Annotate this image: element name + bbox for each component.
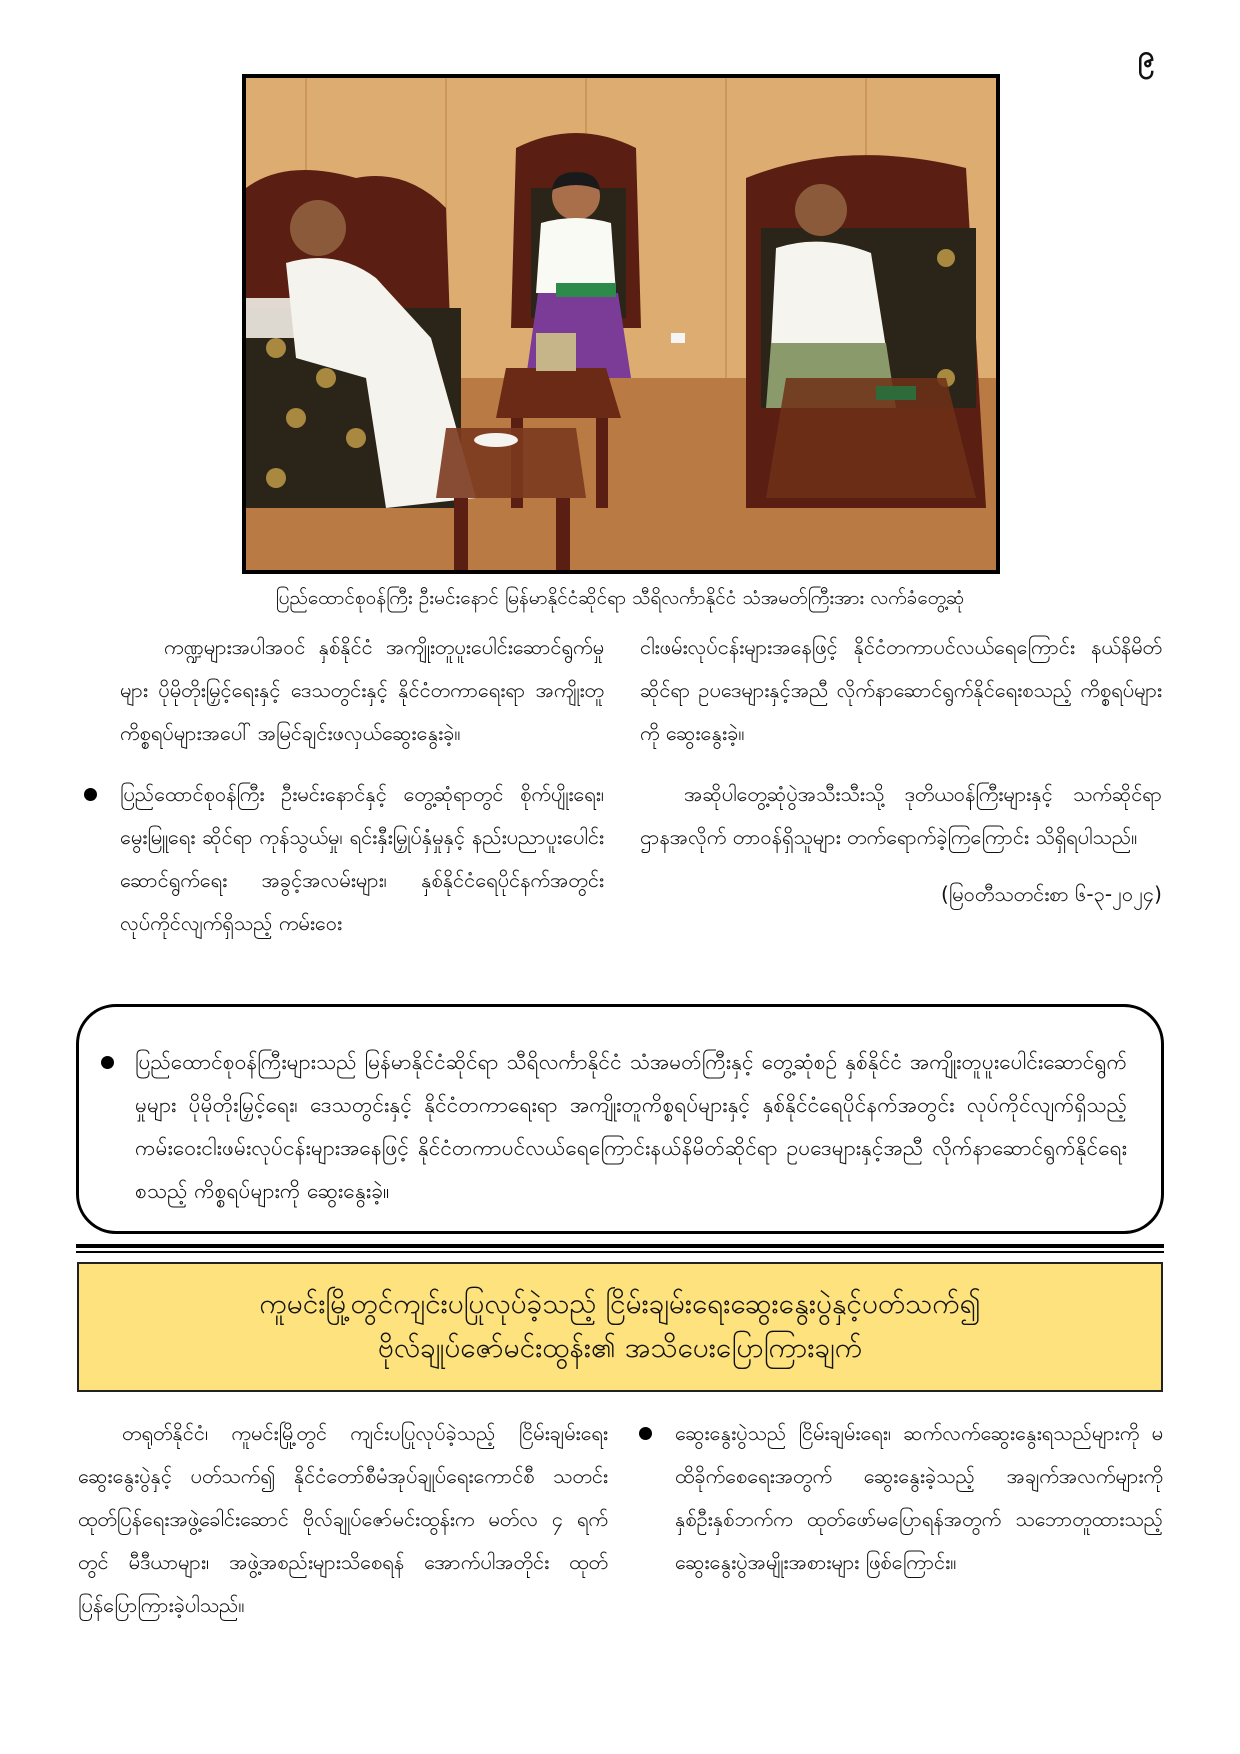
summary-box <box>76 1004 1164 1234</box>
article1-bullet <box>120 773 604 945</box>
article2-right-column <box>675 1412 1163 1584</box>
headline-line-1: ကူမင်းမြို့တွင်ကျင်းပပြုလုပ်ခဲ့သည့် ငြိမ်းချမ်းရေးဆွေးနွေးပွဲနှင့်ပတ်သက်၍ <box>259 1287 981 1320</box>
article1-left-paragraph: ကဏ္ဍများအပါအဝင် နှစ်နိုင်ငံ အကျိုးတူပူးပေါင်းဆောင်ရွက်မှုများ ပိုမိုတိုးမြှင့်ရေးနှင့် ဒေသတွင်းနှင့် နိုင်ငံတကာရေးရာ အကျိုးတူကိစ္စရပ်များအပေါ် အမြင်ချင်းဖလှယ်ဆွေးနွေးခဲ့။ <box>120 635 604 745</box>
meeting-photo <box>242 74 1000 574</box>
divider-rule-thin <box>76 1251 1164 1253</box>
bullet-icon <box>84 788 97 801</box>
bullet-icon <box>639 1427 652 1440</box>
page-number: ၉ <box>1138 39 1155 74</box>
article2-left-paragraph: တရုတ်နိုင်ငံ၊ ကူမင်းမြို့တွင် ကျင်းပပြုလုပ်ခဲ့သည့် ငြိမ်းချမ်းရေးဆွေးနွေးပွဲနှင့် ပတ်သက်၍ နိုင်ငံတော်စီမံအုပ်ချုပ်ရေးကောင်စီ သတင်းထုတ်ပြန်ရေးအဖွဲ့ခေါင်းဆောင် ဗိုလ်ချုပ်ဇော်မင်းထွန်းက မတ်လ ၄ ရက်တွင် မီဒီယာများ၊ အဖွဲ့အစည်းများသိစေရန် အောက်ပါအတိုင်း ထုတ်ပြန်ပြောကြားခဲ့ပါသည်။ <box>78 1421 608 1617</box>
news-source: (မြဝတီသတင်းစာ ၆-၃-၂၀၂၄) <box>941 882 1162 906</box>
divider-rule-thick <box>76 1244 1164 1248</box>
article1-right-column <box>640 626 1162 916</box>
bullet-icon <box>101 1056 114 1069</box>
summary-text: ပြည်ထောင်စုဝန်ကြီးများသည် မြန်မာနိုင်ငံဆိုင်ရာ သီရိလင်္ကာနိုင်ငံ သံအမတ်ကြီးနှင့် တွေ့ဆုံစဉ် နှစ်နိုင်ငံ အကျိုးတူပူးပေါင်းဆောင်ရွက်မှုများ ပိုမိုတိုးမြှင့်ရေး၊ ဒေသတွင်းနှင့် နိုင်ငံတကာရေးရာ အကျိုးတူကိစ္စရပ်များနှင့် နှစ်နိုင်ငံရေပိုင်နက်အတွင်း လုပ်ကိုင်လျက်ရှိသည့် ကမ်းဝေးငါးဖမ်းလုပ်ငန်းများအနေဖြင့် နိုင်ငံတကာပင်လယ်ရေကြောင်းနယ်နိမိတ်ဆိုင်ရာ ဥပဒေများနှင့်အညီ လိုက်နာဆောင်ရွက်နိုင်ရေးစသည့် ကိစ္စရပ်များကို ဆွေးနွေးခဲ့။ <box>135 1050 1127 1203</box>
headline-line-2: ဗိုလ်ချုပ်ဇော်မင်းထွန်း၏ အသိပေးပြောကြားချက် <box>377 1331 863 1364</box>
summary-bullet <box>135 1041 1127 1213</box>
article2-bullet-text: ဆွေးနွေးပွဲသည် ငြိမ်းချမ်းရေး၊ ဆက်လက်ဆွေးနွေးရသည်များကို မထိခိုက်စေရေးအတွက် ဆွေးနွေးခဲ့သည့် အချက်အလက်များကို နှစ်ဦးနှစ်ဘက်က ထုတ်ဖော်မပြောရန်အတွက် သဘောတူထားသည့် ဆွေးနွေးပွဲအမျိုးအစားများ ဖြစ်ကြောင်း။ <box>675 1421 1163 1574</box>
article1-right-paragraph: ငါးဖမ်းလုပ်ငန်းများအနေဖြင့် နိုင်ငံတကာပင်လယ်ရေကြောင်း နယ်နိမိတ်ဆိုင်ရာ ဥပဒေများနှင့်အညီ လိုက်နာဆောင်ရွက်နိုင်ရေးစသည့် ကိစ္စရပ်များကို ဆွေးနွေးခဲ့။ <box>640 635 1162 745</box>
article1-closing-paragraph: အဆိုပါတွေ့ဆုံပွဲအသီးသီးသို့ ဒုတိယဝန်ကြီးများနှင့် သက်ဆိုင်ရာဌာနအလိုက် တာဝန်ရှိသူများ တက်ရောက်ခဲ့ကြကြောင်း သိရှိရပါသည်။ <box>640 782 1162 849</box>
photo-caption: ပြည်ထောင်စုဝန်ကြီး ဦးမင်းနောင် မြန်မာနိုင်ငံဆိုင်ရာ သီရိလင်္ကာနိုင်ငံ သံအမတ်ကြီးအား လက်ခံတွေ့ဆုံ <box>275 587 965 609</box>
headline-box <box>77 1262 1163 1392</box>
article2-left-column <box>78 1412 608 1627</box>
article2-bullet <box>675 1412 1163 1584</box>
photo-meeting-image <box>246 78 996 570</box>
article1-left-column <box>120 626 604 945</box>
article1-bullet-text: ပြည်ထောင်စုဝန်ကြီး ဦးမင်းနောင်နှင့် တွေ့ဆုံရာတွင် စိုက်ပျိုးရေး၊ မွေးမြူရေး ဆိုင်ရာ ကုန်သွယ်မှု၊ ရင်းနှီးမြှုပ်နှံမှုနှင့် နည်းပညာပူးပေါင်းဆောင်ရွက်ရေး အခွင့်အလမ်းများ၊ နှစ်နိုင်ငံရေပိုင်နက်အတွင်း လုပ်ကိုင်လျက်ရှိသည့် ကမ်းဝေး <box>120 782 604 935</box>
